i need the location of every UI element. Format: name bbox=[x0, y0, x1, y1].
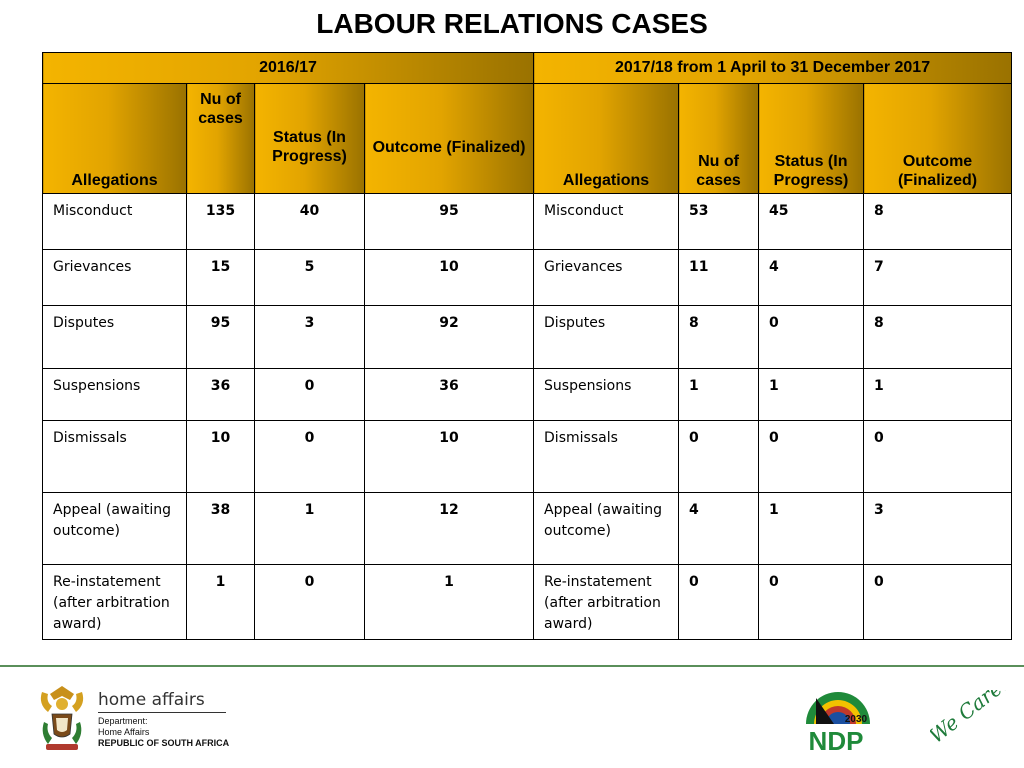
num-cases-cell: 1 bbox=[679, 369, 759, 421]
num-cases-cell: 135 bbox=[187, 194, 255, 250]
status-cell: 3 bbox=[255, 306, 365, 369]
table-row bbox=[43, 250, 1012, 306]
allegation-cell: Misconduct bbox=[43, 194, 187, 250]
num-cases-cell: 15 bbox=[187, 250, 255, 306]
status-cell: 40 bbox=[255, 194, 365, 250]
outcome-cell: 36 bbox=[365, 369, 534, 421]
table-row bbox=[43, 565, 1012, 640]
status-cell: 0 bbox=[759, 565, 864, 640]
outcome-cell: 92 bbox=[365, 306, 534, 369]
allegation-cell: Suspensions bbox=[43, 369, 187, 421]
department-line: Department: bbox=[98, 716, 148, 726]
num-cases-cell: 10 bbox=[187, 421, 255, 493]
table-row bbox=[43, 493, 1012, 565]
outcome-cell: 0 bbox=[864, 421, 1012, 493]
allegation-cell: Suspensions bbox=[534, 369, 679, 421]
allegation-cell: Appeal (awaiting outcome) bbox=[43, 493, 187, 565]
num-cases-cell: 36 bbox=[187, 369, 255, 421]
table-row bbox=[43, 306, 1012, 369]
status-cell: 0 bbox=[255, 565, 365, 640]
allegation-cell: Grievances bbox=[43, 250, 187, 306]
column-header-outcome: Outcome (Finalized) bbox=[365, 84, 534, 194]
status-cell: 5 bbox=[255, 250, 365, 306]
outcome-cell: 0 bbox=[864, 565, 1012, 640]
num-cases-cell: 0 bbox=[679, 421, 759, 493]
status-cell: 1 bbox=[759, 369, 864, 421]
status-cell: 1 bbox=[255, 493, 365, 565]
page-title: LABOUR RELATIONS CASES bbox=[316, 8, 708, 39]
ndp-2030-logo bbox=[800, 684, 876, 758]
status-cell: 45 bbox=[759, 194, 864, 250]
outcome-cell: 8 bbox=[864, 194, 1012, 250]
status-cell: 1 bbox=[759, 493, 864, 565]
outcome-cell: 1 bbox=[365, 565, 534, 640]
column-header-num-cases: Nu of cases bbox=[187, 84, 255, 194]
column-header-num-cases-2: Nu of cases bbox=[679, 84, 759, 194]
outcome-cell: 7 bbox=[864, 250, 1012, 306]
allegation-cell: Disputes bbox=[43, 306, 187, 369]
department-rule bbox=[98, 712, 226, 713]
allegation-cell: Re-instatement (after arbitration award) bbox=[43, 565, 187, 640]
num-cases-cell: 0 bbox=[679, 565, 759, 640]
period-header-2017-18: 2017/18 from 1 April to 31 December 2017 bbox=[534, 53, 1012, 84]
allegation-cell: Disputes bbox=[534, 306, 679, 369]
allegation-cell: Misconduct bbox=[534, 194, 679, 250]
num-cases-cell: 53 bbox=[679, 194, 759, 250]
coat-of-arms-logo bbox=[34, 682, 90, 758]
department-details bbox=[98, 716, 229, 749]
ndp-year: 2030 bbox=[844, 714, 868, 725]
outcome-cell: 8 bbox=[864, 306, 1012, 369]
outcome-cell: 3 bbox=[864, 493, 1012, 565]
labour-cases-table bbox=[42, 52, 1012, 640]
status-cell: 0 bbox=[255, 369, 365, 421]
column-header-outcome-2: Outcome (Finalized) bbox=[864, 84, 1012, 194]
outcome-cell: 95 bbox=[365, 194, 534, 250]
column-header-status: Status (In Progress) bbox=[255, 84, 365, 194]
outcome-cell: 10 bbox=[365, 421, 534, 493]
allegation-cell: Dismissals bbox=[534, 421, 679, 493]
table-row bbox=[43, 194, 1012, 250]
allegation-cell: Appeal (awaiting outcome) bbox=[534, 493, 679, 565]
slogan-text: We Care! bbox=[930, 690, 1010, 748]
num-cases-cell: 8 bbox=[679, 306, 759, 369]
num-cases-cell: 11 bbox=[679, 250, 759, 306]
outcome-cell: 1 bbox=[864, 369, 1012, 421]
table-row bbox=[43, 421, 1012, 493]
period-header-2016-17: 2016/17 bbox=[43, 53, 534, 84]
department-name: home affairs bbox=[98, 690, 205, 710]
column-header-status-2: Status (In Progress) bbox=[759, 84, 864, 194]
num-cases-cell: 4 bbox=[679, 493, 759, 565]
table-row bbox=[43, 369, 1012, 421]
num-cases-cell: 1 bbox=[187, 565, 255, 640]
allegation-cell: Dismissals bbox=[43, 421, 187, 493]
footer-divider bbox=[0, 665, 1024, 667]
we-care-slogan bbox=[930, 690, 1010, 758]
allegation-cell: Re-instatement (after arbitration award) bbox=[534, 565, 679, 640]
status-cell: 4 bbox=[759, 250, 864, 306]
ndp-label: NDP bbox=[808, 726, 864, 754]
country-line: REPUBLIC OF SOUTH AFRICA bbox=[98, 738, 230, 748]
num-cases-cell: 95 bbox=[187, 306, 255, 369]
status-cell: 0 bbox=[759, 306, 864, 369]
status-cell: 0 bbox=[255, 421, 365, 493]
column-header-allegations-2: Allegations bbox=[534, 84, 679, 194]
num-cases-cell: 38 bbox=[187, 493, 255, 565]
column-header-allegations: Allegations bbox=[43, 84, 187, 194]
status-cell: 0 bbox=[759, 421, 864, 493]
allegation-cell: Grievances bbox=[534, 250, 679, 306]
outcome-cell: 10 bbox=[365, 250, 534, 306]
outcome-cell: 12 bbox=[365, 493, 534, 565]
department-line: Home Affairs bbox=[98, 727, 150, 737]
